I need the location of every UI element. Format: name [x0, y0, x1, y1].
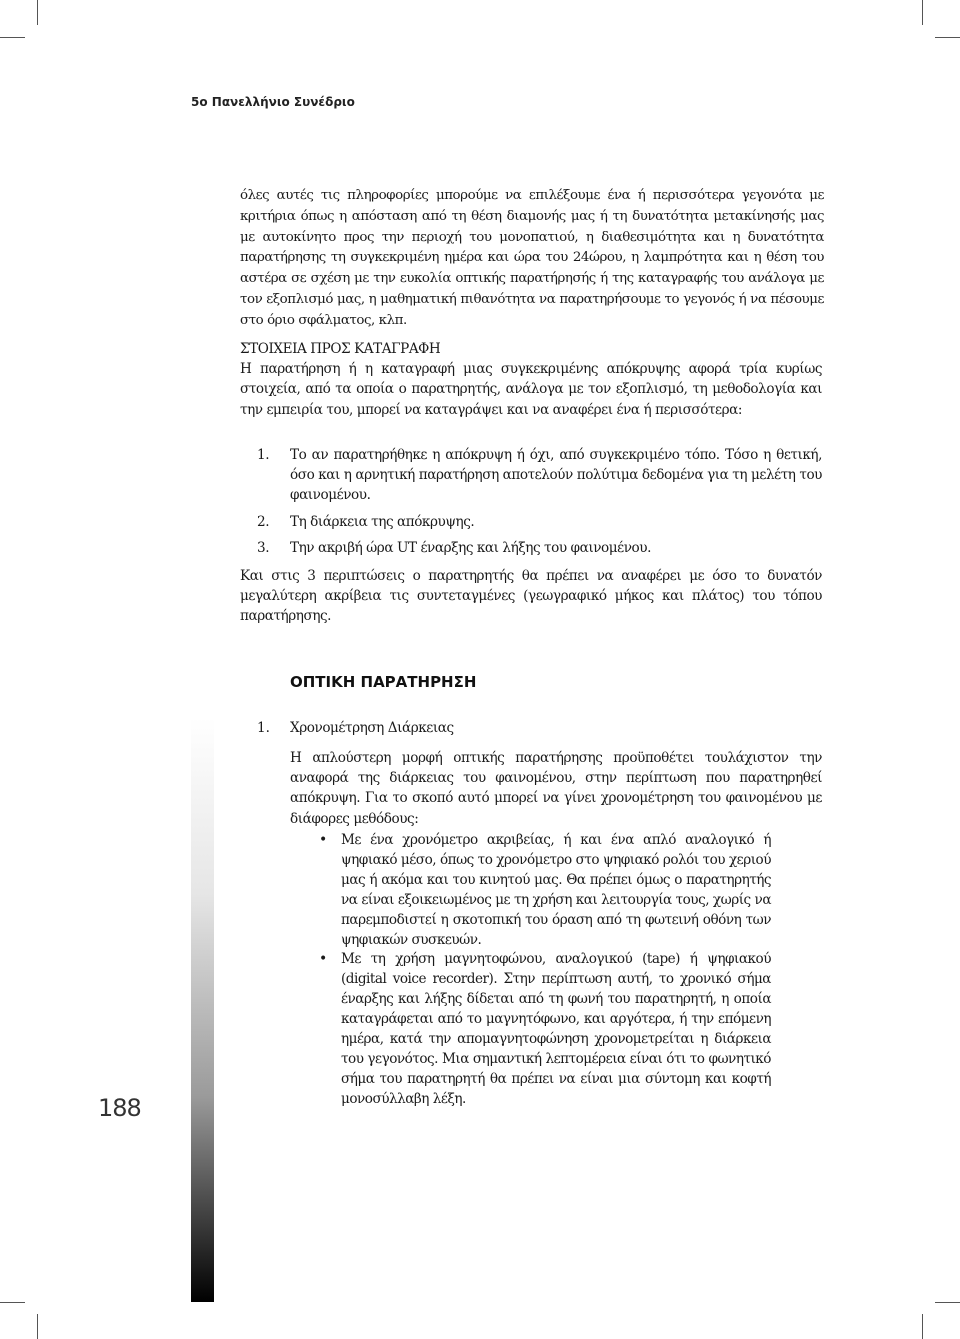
list-item — [319, 950, 771, 1109]
bullet-icon: • — [319, 951, 327, 968]
crop-mark — [922, 1314, 923, 1339]
crop-mark — [0, 37, 25, 38]
page-number: 188 — [98, 1094, 141, 1122]
recording-list — [257, 445, 822, 564]
intro-paragraph: όλες αυτές τις πληροφορίες μπορούμε να επιλέξουμε ένα ή περισσότερα γεγονότα με κριτήρια όπως η απόσταση από τη θέση διαμονής μας ή τη δυνατότητα μετακίνησής μας με αυτοκίνητο προς την περιοχή του μονοπατιού, η διαθεσιμότητα και η δυνατότητα παρατήρησης τη συγκεκριμένη ημέρα και ώρα του 24ώρου, η λαμπρότητα και η θέση του αστέρα σε σχέση με την ευκολία οπτικής παρατήρησής ή της καταγραφής του ανάλογα με τον εξοπλισμό μας, η μαθηματική πιθανότητα να παρατηρήσουμε το γεγονός ή να πέσουμε στο όριο σφάλματος, κλπ. — [240, 188, 824, 328]
crop-mark — [37, 0, 38, 25]
list-item-text: Με τη χρήση μαγνητοφώνου, αναλογικού (tape) ή ψηφιακού (digital voice recorder). Στην περίπτωση αυτή, το χρονικό σήμα έναρξης και λήξης δίδεται από τη φωνή του παρατηρητή, η οποία καταγράφεται από το μαγνητόφωνο, και αργότερα, ή την επόμενη ημέρα, κατά την απομαγνητοφώνηση χρονομετρείται η διάρκεια του γεγονότος. Μια σημαντική λεπτομέρεια είναι ότι το φωνητικό σήμα του παρατηρητή θα πρέπει να είναι μια σύντομη και κοφτή μονοσύλλαβη λέξη. — [341, 951, 771, 1107]
crop-mark — [922, 0, 923, 25]
optical-paragraph: Η απλούστερη μορφή οπτικής παρατήρησης προϋποθέτει τουλάχιστον την αναφορά της διάρκειας του φαινομένου, στην περίπτωση που παρατηρηθεί απόκρυψη. Για το σκοπό αυτό μπορεί να γίνει χρονομέτρηση του φαινομένου με διάφορες μεθόδους: — [290, 750, 822, 827]
recording-section — [240, 339, 822, 420]
subsection-number: 1. — [257, 720, 270, 736]
crop-mark — [37, 1314, 38, 1339]
list-item — [319, 831, 771, 950]
list-item-text: Τη διάρκεια της απόκρυψης. — [290, 513, 475, 530]
list-item-text: Με ένα χρονόμετρο ακριβείας, ή και ένα απλό αναλογικό ή ψηφιακό μέσο, όπως το χρονόμετρο στο ψηφιακό ρολόι του χεριού μας ή ακόμα και του κινητού μας. Θα πρέπει όμως ο παρατηρητής να είναι εξοικειωμένος με τη χρήση και λειτουργία τους, χωρίς να παρεμποδιστεί η σκοτοπική του όραση από τη φωτεινή οθόνη των ψηφιακών συσκευών. — [341, 832, 771, 948]
subsection-title: Χρονομέτρηση Διάρκειας — [290, 720, 454, 736]
list-number: 1. — [257, 447, 270, 463]
crop-mark — [935, 37, 960, 38]
recording-text: Η παρατήρηση ή η καταγραφή μιας συγκεκριμένης απόκρυψης αφορά τρία κυρίως στοιχεία, από τα οποία ο παρατηρητής, ανάλογα με τον εξοπλισμό, τη μεθοδολογία και την εμπειρία του, μπορεί να καταγράψει και να αναφέρει ένα ή περισσότερα: — [240, 361, 822, 418]
list-number: 2. — [257, 513, 270, 530]
crop-mark — [0, 1302, 25, 1303]
gradient-bar — [191, 718, 214, 1302]
recording-heading: ΣΤΟΙΧΕΙΑ ΠΡΟΣ ΚΑΤΑΓΡΑΦΗ — [240, 341, 441, 357]
list-item-text: Την ακριβή ώρα UT έναρξης και λήξης του φαινομένου. — [290, 539, 651, 556]
list-item-text: Το αν παρατηρήθηκε η απόκρυψη ή όχι, από συγκεκριμένο τόπο. Τόσο η θετική, όσο και η αρνητική παρατήρηση αποτελούν πολύτιμα δεδομένα για τη μελέτη του φαινομένου. — [290, 447, 822, 504]
methods-list — [319, 831, 771, 1110]
recording-closing: Και στις 3 περιπτώσεις ο παρατηρητής θα πρέπει να αναφέρει με όσο το δυνατόν μεγαλύτερη ακρίβεια τις συντεταγμένες (γεωγραφικό μήκος και πλάτος) του τόπου παρατήρησης. — [240, 568, 822, 625]
list-item — [257, 512, 822, 532]
list-number: 3. — [257, 539, 270, 556]
list-item — [257, 445, 822, 506]
bullet-icon: • — [319, 832, 327, 848]
crop-mark — [935, 1302, 960, 1303]
running-header: 5ο Πανελλήνιο Συνέδριο — [191, 95, 355, 109]
section-title: ΟΠΤΙΚΗ ΠΑΡΑΤΗΡΗΣΗ — [290, 673, 477, 691]
list-item — [257, 538, 822, 558]
